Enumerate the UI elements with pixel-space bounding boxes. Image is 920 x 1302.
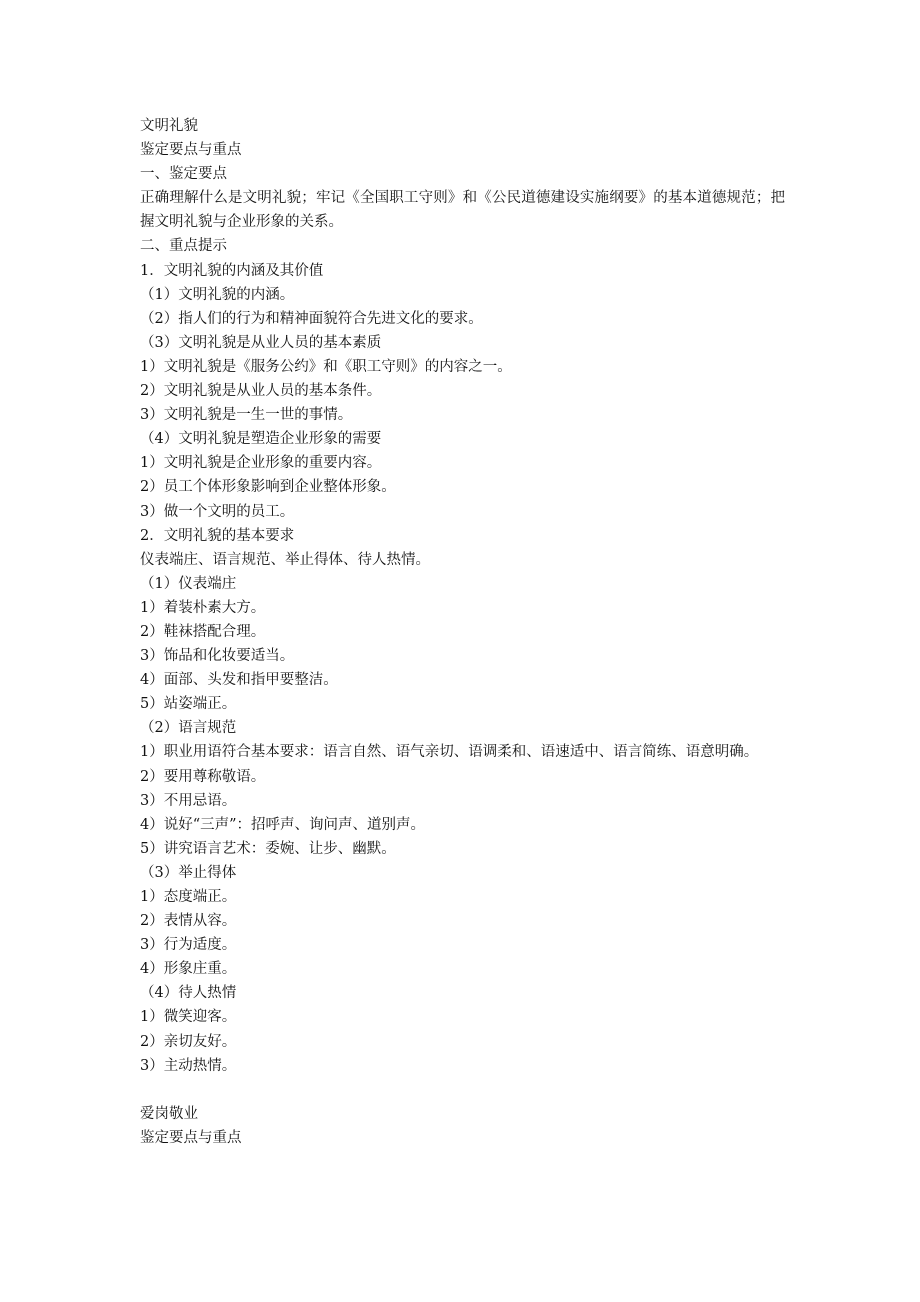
- list-heading-2: 2．文明礼貌的基本要求: [140, 527, 295, 544]
- list-item: 3）文明礼貌是一生一世的事情。: [140, 407, 353, 424]
- list-heading-1: 1．文明礼貌的内涵及其价值: [140, 262, 324, 279]
- heading-key-points: 二、重点提示: [140, 238, 227, 255]
- list-item: 1）文明礼貌是企业形象的重要内容。: [140, 455, 382, 472]
- list-item: 2）员工个体形象影响到企业整体形象。: [140, 479, 396, 496]
- list-item: （1）文明礼貌的内涵。: [140, 286, 295, 303]
- paragraph-appraisal-points: 正确理解什么是文明礼貌；牢记《全国职工守则》和《公民道德建设实施纲要》的基本道德规范；把握文明礼貌与企业形象的关系。: [140, 190, 785, 231]
- list-item: 仪表端庄、语言规范、举止得体、待人热情。: [140, 551, 430, 568]
- list-item: 4）面部、头发和指甲要整洁。: [140, 672, 338, 689]
- list-item: 2）亲切友好。: [140, 1033, 237, 1050]
- blank-line: [140, 1078, 785, 1102]
- list-item: 3）不用忌语。: [140, 792, 237, 809]
- list-item: （2）语言规范: [140, 720, 237, 737]
- list-item: 3）行为适度。: [140, 937, 237, 954]
- paragraph-language-requirements: 1）职业用语符合基本要求：语言自然、语气亲切、语调柔和、语速适中、语言简练、语意明确。: [140, 744, 759, 761]
- list-item: 4）形象庄重。: [140, 961, 237, 978]
- heading-appraisal-points: 一、鉴定要点: [140, 166, 227, 183]
- subsection-heading: 鉴定要点与重点: [140, 142, 242, 159]
- list-item: 5）讲究语言艺术：委婉、让步、幽默。: [140, 840, 396, 857]
- list-item: （4）待人热情: [140, 985, 237, 1002]
- list-item: （3）举止得体: [140, 864, 237, 881]
- list-item: （4）文明礼貌是塑造企业形象的需要: [140, 431, 382, 448]
- list-item: 1）态度端正。: [140, 889, 237, 905]
- list-item: 4）说好“三声”：招呼声、询问声、道别声。: [140, 816, 426, 833]
- section-title: 文明礼貌: [140, 118, 198, 134]
- list-item: 3）饰品和化妆要适当。: [140, 648, 295, 665]
- list-item: 3）做一个文明的员工。: [140, 503, 295, 520]
- list-item: 1）微笑迎客。: [140, 1009, 237, 1026]
- list-item: 1）文明礼貌是《服务公约》和《职工守则》的内容之一。: [140, 358, 512, 375]
- list-item: 2）鞋袜搭配合理。: [140, 623, 266, 640]
- list-item: （2）指人们的行为和精神面貌符合先进文化的要求。: [140, 310, 483, 327]
- list-item: 1）着装朴素大方。: [140, 599, 266, 616]
- list-item: 2）文明礼貌是从业人员的基本条件。: [140, 383, 382, 400]
- subsection-heading-2: 鉴定要点与重点: [140, 1129, 242, 1146]
- document-body: [140, 114, 785, 1150]
- list-item: （3）文明礼貌是从业人员的基本素质: [140, 334, 382, 351]
- list-item: （1）仪表端庄: [140, 575, 237, 592]
- list-item: 2）要用尊称敬语。: [140, 768, 266, 785]
- list-item: 2）表情从容。: [140, 913, 237, 930]
- section-title-2: 爱岗敬业: [140, 1105, 198, 1122]
- list-item: 3）主动热情。: [140, 1057, 237, 1074]
- list-item: 5）站姿端正。: [140, 696, 237, 713]
